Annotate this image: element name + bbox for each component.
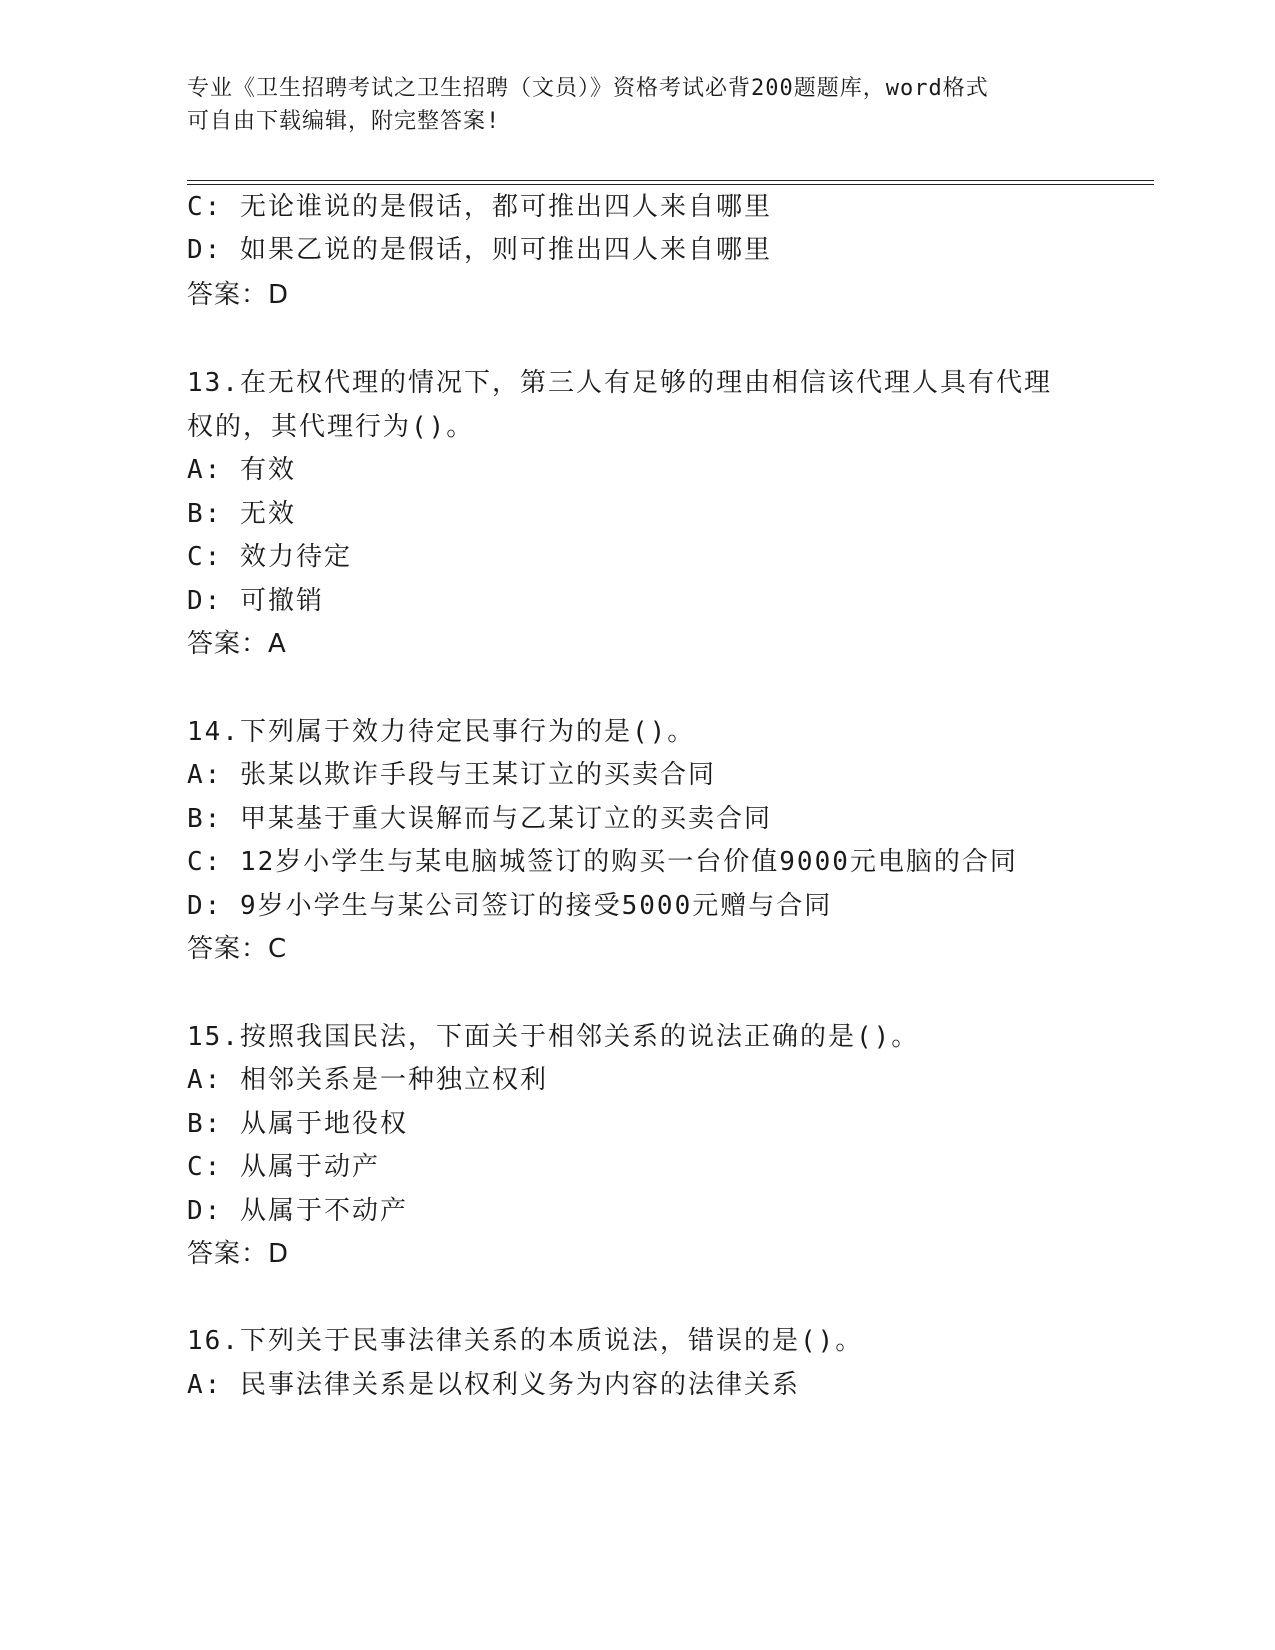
q13-stem-line-2: 权的，其代理行为()。 <box>187 412 475 442</box>
header-line-1: 专业《卫生招聘考试之卫生招聘（文员）》资格考试必背200题题库，word格式 <box>187 76 989 101</box>
q15-option-d: D: 从属于不动产 <box>187 1196 408 1226</box>
q13-option-a: A: 有效 <box>187 455 296 485</box>
q13-option-c: C: 效力待定 <box>187 542 352 572</box>
q13-option-d: D: 可撤销 <box>187 586 324 616</box>
prev-question-option-c: C: 无论谁说的是假话，都可推出四人来自哪里 <box>187 192 772 222</box>
q14-option-a: A: 张某以欺诈手段与王某订立的买卖合同 <box>187 760 716 790</box>
prev-question-option-d: D: 如果乙说的是假话，则可推出四人来自哪里 <box>187 235 772 265</box>
q16-option-a: A: 民事法律关系是以权利义务为内容的法律关系 <box>187 1370 800 1400</box>
q14-option-b: B: 甲某基于重大误解而与乙某订立的买卖合同 <box>187 804 772 834</box>
q15-answer: 答案：D <box>187 1239 290 1269</box>
header-line-2: 可自由下载编辑，附完整答案! <box>187 109 501 134</box>
prev-question-answer: 答案：D <box>187 280 290 310</box>
q15-option-c: C: 从属于动产 <box>187 1152 380 1182</box>
q16-stem: 16.下列关于民事法律关系的本质说法，错误的是()。 <box>187 1326 864 1356</box>
header-divider-bottom <box>187 184 1154 185</box>
q13-option-b: B: 无效 <box>187 499 296 529</box>
q15-stem: 15.按照我国民法，下面关于相邻关系的说法正确的是()。 <box>187 1022 920 1052</box>
q15-option-b: B: 从属于地役权 <box>187 1109 408 1139</box>
q13-answer: 答案：A <box>187 629 287 659</box>
header-divider-top <box>187 180 1154 181</box>
q14-stem: 14.下列属于效力待定民事行为的是()。 <box>187 717 696 747</box>
q14-option-c: C: 12岁小学生与某电脑城签订的购买一台价值9000元电脑的合同 <box>187 847 1018 877</box>
q14-answer: 答案：C <box>187 934 288 964</box>
q13-stem-line-1: 13.在无权代理的情况下，第三人有足够的理由相信该代理人具有代理 <box>187 368 1052 398</box>
q15-option-a: A: 相邻关系是一种独立权利 <box>187 1065 548 1095</box>
document-header <box>187 72 1087 138</box>
q14-option-d: D: 9岁小学生与某公司签订的接受5000元赠与合同 <box>187 891 833 921</box>
